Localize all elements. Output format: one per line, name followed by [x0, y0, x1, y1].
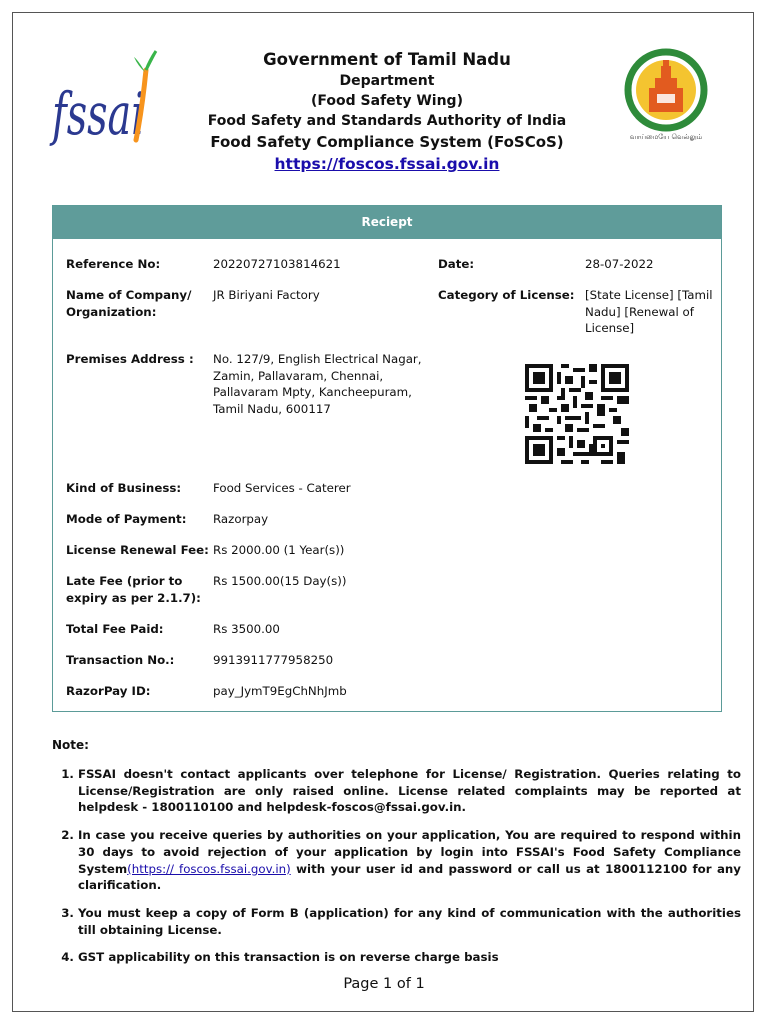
header-government: Government of Tamil Nadu	[263, 50, 511, 69]
late-fee-label-line2: expiry as per 2.1.7):	[66, 590, 201, 605]
receipt-panel	[52, 205, 722, 712]
total-fee-label: Total Fee Paid:	[66, 622, 164, 636]
renewal-fee-value: Rs 2000.00 (1 Year(s))	[213, 543, 345, 557]
late-fee-value: Rs 1500.00(15 Day(s))	[213, 574, 347, 588]
note-item-2-text-end: with your user id and password or call us at 1800112100 for any clarification.	[78, 861, 741, 893]
fssai-logo	[50, 48, 162, 150]
note-item-2	[78, 827, 741, 894]
svg-text:வாய்மையே வெல்லும்: வாய்மையே வெல்லும்	[629, 133, 703, 141]
company-label-line2: Organization:	[66, 304, 157, 319]
category-value-line1: [State License] [Tamil	[585, 288, 713, 302]
qr-code-image	[525, 364, 629, 464]
header-authority: Food Safety and Standards Authority of India	[207, 113, 567, 129]
svg-text:fssai: fssai	[49, 80, 145, 148]
date-value: 28-07-2022	[585, 257, 654, 271]
receipt-title: Reciept	[53, 206, 721, 239]
renewal-fee-label: License Renewal Fee:	[66, 543, 209, 557]
reference-no-label: Reference No:	[66, 257, 161, 271]
header-system: Food Safety Compliance System (FoSCoS)	[210, 133, 564, 151]
razorpay-id-label: RazorPay ID:	[66, 684, 151, 698]
note-item-2-text-start: In case you receive queries by authorities on your application, You are required to respond within 30 days to avoid rejection of your application by login into FSSAI's Food Safety Compliance System	[78, 828, 741, 876]
category-value-line3: License]	[585, 321, 635, 335]
note-item-1: 1. FSSAI doesn't contact applicants over telephone for License/ Registration. Queries relating to License/Registration are only raised online. License related complaints may be reported at helpdesk - 1800110100 and helpdesk-foscos@fssai.gov.in.	[78, 766, 741, 816]
razorpay-id-value: pay_JymT9EgChNhJmb	[213, 684, 347, 698]
transaction-no-label: Transaction No.:	[66, 653, 175, 667]
premises-value-line3: Pallavaram Mpty, Kancheepuram,	[213, 385, 412, 399]
business-value: Food Services - Caterer	[213, 481, 351, 495]
premises-label: Premises Address :	[66, 352, 194, 366]
foscos-link[interactable]: (https:// foscos.fssai.gov.in)	[127, 861, 291, 876]
category-label: Category of License:	[438, 288, 575, 302]
transaction-no-value: 9913911777958250	[213, 653, 334, 667]
total-fee-value: Rs 3500.00	[213, 622, 280, 636]
premises-value-line2: Zamin, Pallavaram, Chennai,	[213, 368, 384, 383]
payment-mode-label: Mode of Payment:	[66, 512, 187, 526]
note-item-4: 4. GST applicability on this transaction is on reverse charge basis	[78, 949, 741, 966]
business-label: Kind of Business:	[66, 481, 182, 495]
note-item-3: 3. You must keep a copy of Form B (application) for any kind of communication with the authorities till obtaining License.	[78, 905, 741, 938]
premises-value-line4: Tamil Nadu, 600117	[213, 401, 331, 416]
header-department: Department	[339, 73, 435, 89]
header-url-link[interactable]: https://foscos.fssai.gov.in	[274, 155, 500, 173]
header-wing: (Food Safety Wing)	[311, 93, 463, 109]
late-fee-label-line1: Late Fee (prior to	[66, 574, 183, 588]
company-label-line1: Name of Company/	[66, 288, 192, 302]
date-label: Date:	[438, 257, 475, 271]
note-title: Note:	[52, 738, 89, 752]
company-value: JR Biriyani Factory	[213, 288, 320, 302]
premises-value-line1: No. 127/9, English Electrical Nagar,	[213, 352, 422, 366]
category-value-line2: Nadu] [Renewal of	[585, 304, 694, 319]
tamil-nadu-emblem	[613, 50, 719, 142]
notes-list	[60, 766, 741, 977]
page-number: Page 1 of 1	[343, 976, 425, 992]
reference-no-value: 20220727103814621	[213, 257, 341, 271]
payment-mode-value: Razorpay	[213, 512, 269, 526]
